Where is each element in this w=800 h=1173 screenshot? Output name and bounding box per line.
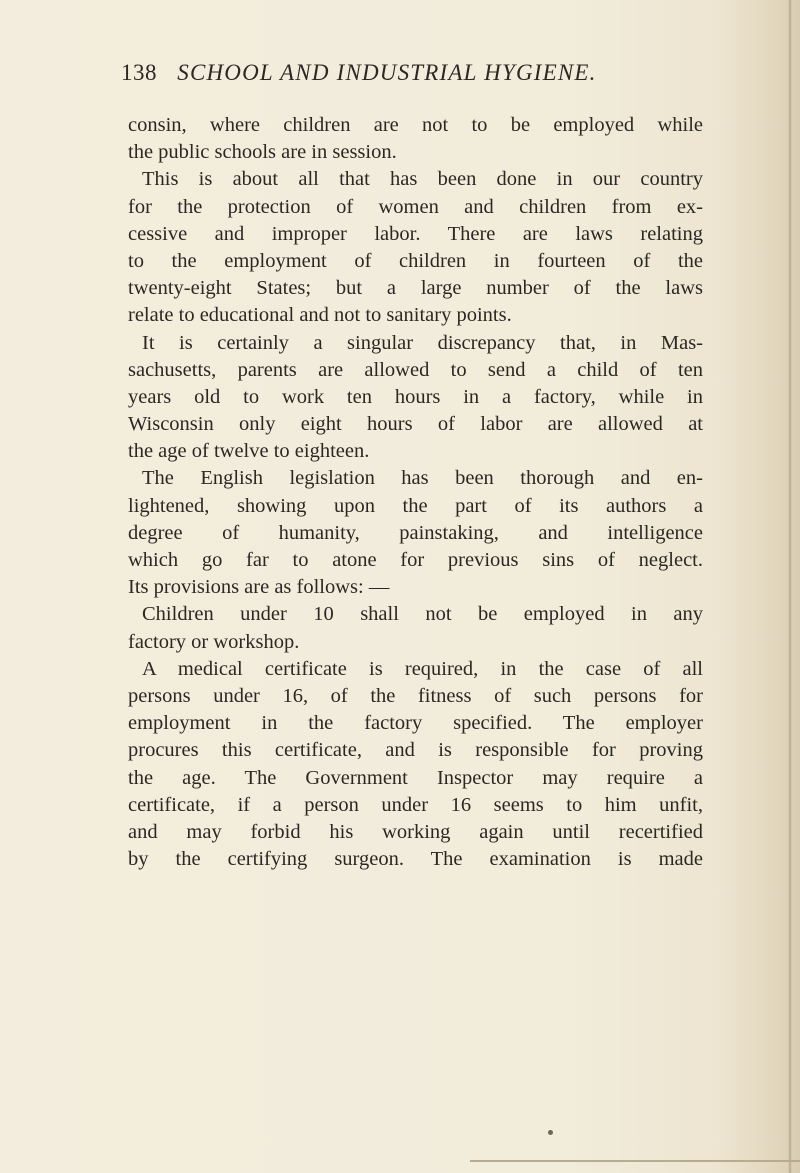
text-line: lightened, showing upon the part of its authors a	[128, 494, 703, 517]
text-line: certificate, if a person under 16 seems to him unfit,	[128, 793, 703, 816]
text-line: persons under 16, of the fitness of such persons for	[128, 684, 703, 707]
text-line: and may forbid his working again until recertified	[128, 820, 703, 843]
text-line: This is about all that has been done in our country	[142, 168, 703, 191]
text-line: consin, where children are not to be employed while	[128, 114, 703, 136]
text-line: sachusetts, parents are allowed to send a child of ten	[128, 358, 703, 381]
text-line: The English legislation has been thorough and en-	[142, 467, 703, 490]
text-line: cessive and improper labor. There are laws relating	[128, 222, 703, 245]
text-line: It is certainly a singular discrepancy that, in Mas-	[142, 331, 703, 354]
text-line: factory or workshop.	[128, 630, 300, 653]
text-line: procures this certificate, and is responsible for proving	[128, 739, 703, 762]
text-line: employment in the factory specified. The employer	[128, 712, 703, 735]
text-line: relate to educational and not to sanitary points.	[128, 304, 512, 327]
page-number: 138	[121, 60, 157, 85]
page-edge-shadow	[788, 0, 792, 1173]
text-line: Wisconsin only eight hours of labor are allowed at	[128, 413, 703, 436]
body-text	[128, 112, 703, 873]
page-bottom-edge	[470, 1160, 800, 1162]
printing-speck	[548, 1130, 553, 1135]
text-line: the age of twelve to eighteen.	[128, 440, 370, 463]
text-line: degree of humanity, painstaking, and intelligence	[128, 521, 703, 544]
text-line: for the protection of women and children from ex-	[128, 195, 703, 218]
text-line: which go far to atone for previous sins of neglect.	[128, 549, 703, 571]
text-line: A medical certificate is required, in the case of all	[142, 657, 703, 680]
text-line: Children under 10 shall not be employed in any	[142, 603, 703, 626]
running-header	[121, 60, 597, 86]
running-title: SCHOOL AND INDUSTRIAL HYGIENE.	[177, 60, 597, 85]
text-line: twenty-eight States; but a large number of the laws	[128, 277, 703, 300]
text-line: the public schools are in session.	[128, 141, 397, 164]
text-line: by the certifying surgeon. The examination is made	[128, 848, 703, 871]
text-line: the age. The Government Inspector may require a	[128, 766, 703, 789]
text-line: Its provisions are as follows: —	[128, 576, 390, 599]
text-line: years old to work ten hours in a factory, while in	[128, 385, 703, 408]
text-line: to the employment of children in fourteen of the	[128, 249, 703, 272]
